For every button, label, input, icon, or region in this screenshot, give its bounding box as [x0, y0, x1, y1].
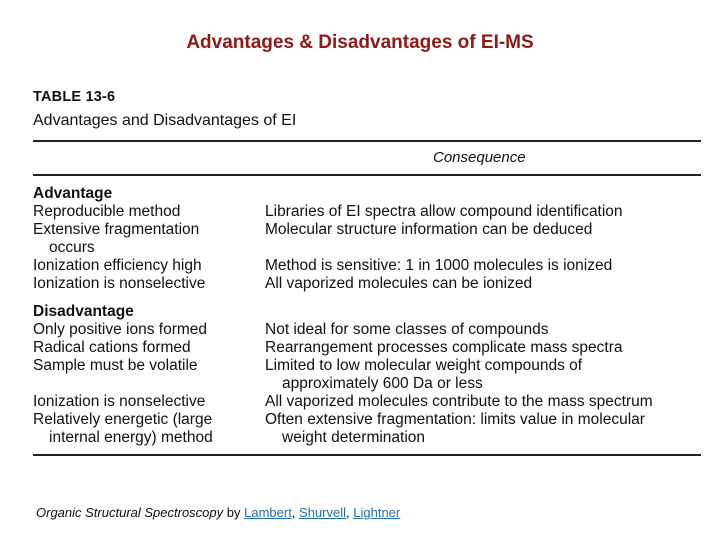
consequence-cell: approximately 600 Da or less	[282, 375, 483, 392]
consequence-cell: weight determination	[282, 429, 426, 446]
table-caption: Advantages and Disadvantages of EI	[33, 112, 297, 129]
advantage-cell: Reproducible method	[33, 203, 181, 220]
consequence-cell: Not ideal for some classes of compounds	[265, 321, 549, 338]
disadvantage-cell: Relatively energetic (large	[33, 411, 213, 428]
consequence-cell: Rearrangement processes complicate mass spectra	[265, 339, 623, 356]
consequence-cell: All vaporized molecules can be ionized	[265, 275, 533, 292]
disadvantage-cell: Sample must be volatile	[33, 357, 198, 374]
advantage-cell: Extensive fragmentation	[33, 221, 200, 238]
consequence-cell: All vaporized molecules contribute to the mass spectrum	[265, 393, 653, 410]
consequence-cell: Often extensive fragmentation: limits value in molecular	[265, 411, 645, 428]
table-bottom-rule	[33, 454, 701, 456]
consequence-cell: Method is sensitive: 1 in 1000 molecules is ionized	[265, 257, 613, 274]
advantage-cell: Ionization efficiency high	[33, 257, 202, 274]
table-label: TABLE 13-6	[33, 89, 116, 105]
citation-by: by	[223, 505, 245, 520]
disadvantage-cell: Radical cations formed	[33, 339, 191, 356]
author-link-lambert[interactable]: Lambert	[244, 505, 292, 520]
citation-separator: ,	[291, 505, 300, 520]
consequence-cell: Limited to low molecular weight compounds of	[265, 357, 583, 374]
advantage-cell: occurs	[49, 239, 95, 256]
citation	[36, 505, 400, 520]
consequence-cell: Molecular structure information can be deduced	[265, 221, 593, 238]
author-link-shurvell[interactable]: Shurvell	[299, 505, 347, 520]
author-link-lightner[interactable]: Lightner	[353, 505, 401, 520]
citation-separator: ,	[346, 505, 354, 520]
consequence-cell: Libraries of EI spectra allow compound identification	[265, 203, 623, 220]
disadvantage-cell: Only positive ions formed	[33, 321, 208, 338]
consequence-column-header: Consequence	[433, 149, 526, 166]
advantage-cell: Ionization is nonselective	[33, 275, 206, 292]
disadvantage-heading: Disadvantage	[33, 303, 134, 320]
disadvantage-cell: Ionization is nonselective	[33, 393, 206, 410]
book-title: Organic Structural Spectroscopy	[36, 505, 224, 520]
table-top-rule	[33, 140, 701, 142]
advantage-heading: Advantage	[33, 185, 113, 202]
slide-title: Advantages & Disadvantages of EI-MS	[186, 32, 534, 53]
header-rule	[33, 174, 701, 176]
disadvantage-cell: internal energy) method	[49, 429, 213, 446]
